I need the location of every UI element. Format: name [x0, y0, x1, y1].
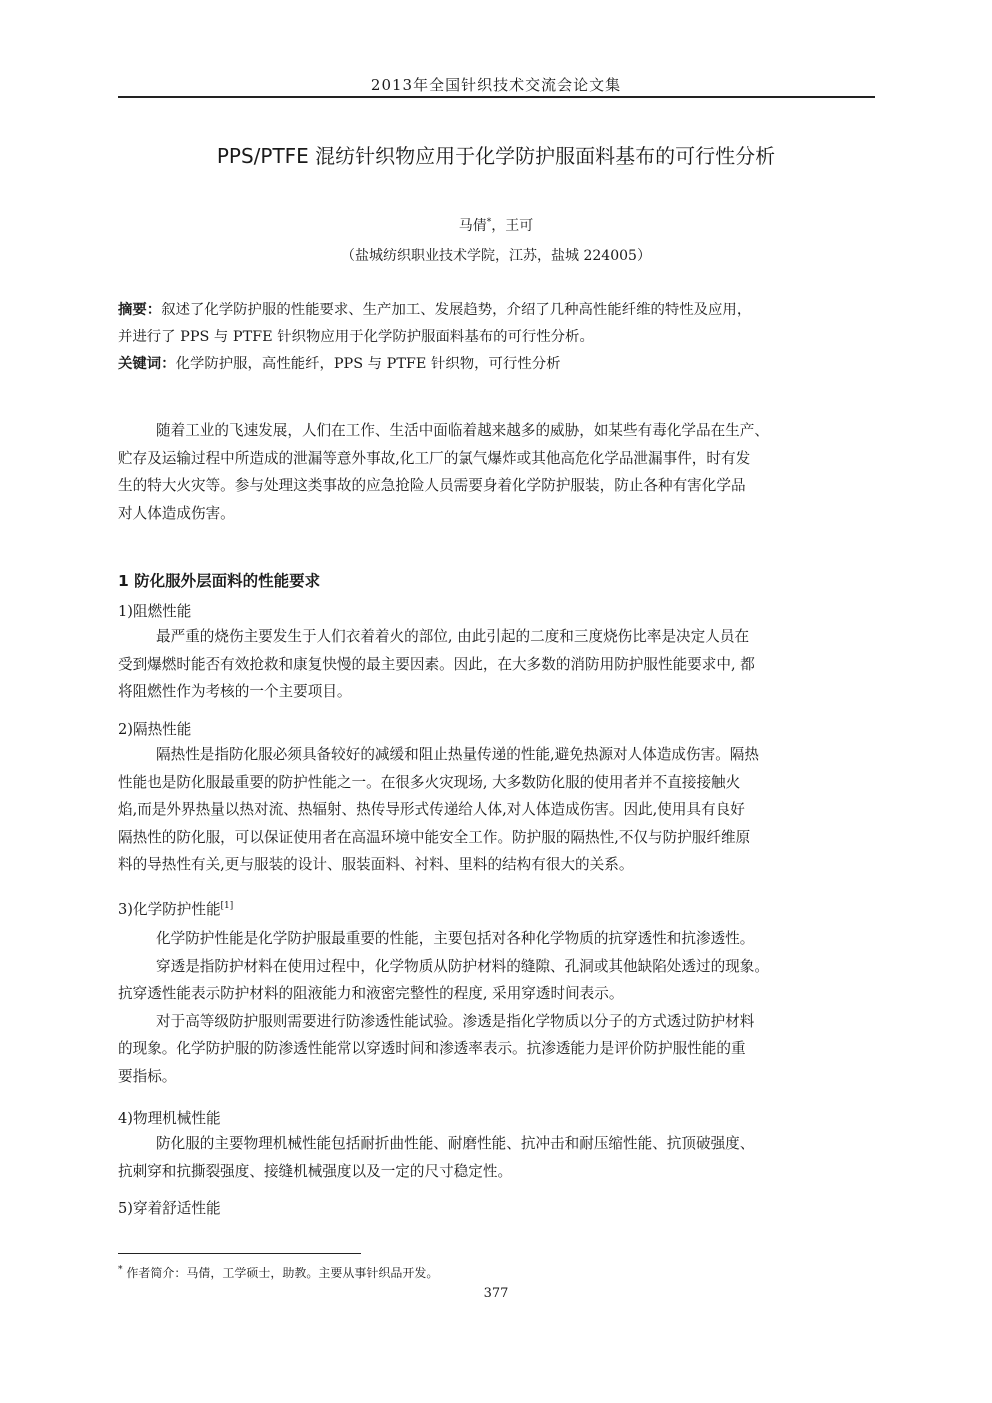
keywords-text: 化学防护服，高性能纤，PPS 与 PTFE 针织物，可行性分析	[175, 356, 561, 372]
text-line: 隔热性的防化服，可以保证使用者在高温环境中能安全工作。防护服的隔热性,不仅与防护服纤维原	[118, 828, 751, 846]
header-rule	[118, 96, 875, 98]
footnote-text: 作者简介：马倩，工学硕士，助教。主要从事针织品开发。	[126, 1266, 439, 1280]
footnote-rule	[118, 1253, 361, 1254]
subsection-4-paragraph	[118, 1130, 876, 1185]
paper-title: PPS/PTFE 混纺针织物应用于化学防护服面料基布的可行性分析	[216, 144, 776, 168]
author-1: 马倩	[458, 218, 487, 234]
running-header: 2013年全国针织技术交流会论文集	[370, 76, 622, 94]
text-line: 将阻燃性作为考核的一个主要项目。	[118, 683, 352, 700]
intro-paragraph	[118, 417, 876, 527]
intro-line: 贮存及运输过程中所造成的泄漏等意外事故,化工厂的氯气爆炸或其他高危化学品泄漏事件，时有发	[118, 449, 751, 467]
keywords-label: 关键词：	[118, 356, 176, 372]
text-line: 防化服的主要物理机械性能包括耐折曲性能、耐磨性能、抗冲击和耐压缩性能、抗顶破强度、	[156, 1135, 755, 1152]
text-line: 对于高等级防护服则需要进行防渗透性能试验。渗透是指化学物质以分子的方式透过防护材料	[156, 1012, 755, 1030]
subsection-1-title: 1)阻燃性能	[118, 603, 192, 620]
subsection-2-title: 2)隔热性能	[118, 721, 192, 738]
abstract	[118, 297, 876, 378]
author-2: 王可	[505, 218, 534, 234]
abstract-line-2: 并进行了 PPS 与 PTFE 针织物应用于化学防护服面料基布的可行性分析。	[118, 329, 594, 345]
text-line: 料的导热性有关,更与服装的设计、服装面料、衬料、里料的结构有很大的关系。	[118, 856, 634, 873]
text-line: 最严重的烧伤主要发生于人们衣着着火的部位, 由此引起的二度和三度烧伤比率是决定人员在	[156, 628, 750, 645]
text-line: 受到爆燃时能否有效抢救和康复快慢的最主要因素。因此，在大多数的消防用防护服性能要求中, 都	[118, 655, 755, 673]
citation-ref: [1]	[220, 901, 234, 912]
subsection-3-title-text: 3)化学防护性能	[118, 901, 221, 918]
text-line: 抗穿透性能表示防护材料的阻液能力和液密完整性的程度, 采用穿透时间表示。	[118, 985, 624, 1002]
affiliation: （盐城纺织职业技术学院，江苏，盐城 224005）	[341, 248, 651, 264]
authors	[118, 215, 874, 235]
author-separator: ，	[491, 218, 506, 234]
footnote-mark: *	[118, 1265, 123, 1275]
text-line: 要指标。	[118, 1067, 177, 1085]
text-line: 穿透是指防护材料在使用过程中，化学物质从防护材料的缝隙、孔洞或其他缺陷处透过的现象。	[156, 957, 769, 975]
subsection-2-paragraph	[118, 741, 876, 879]
subsection-3-paragraphs	[118, 925, 876, 1090]
author-1-mark: *	[486, 217, 492, 228]
subsection-4-title: 4)物理机械性能	[118, 1110, 221, 1127]
text-line: 化学防护性能是化学防护服最重要的性能，主要包括对各种化学物质的抗穿透性和抗渗透性。	[156, 930, 755, 947]
footnote	[118, 1264, 438, 1281]
subsection-5-title: 5)穿着舒适性能	[118, 1200, 221, 1217]
intro-line: 对人体造成伤害。	[118, 504, 235, 522]
intro-line: 随着工业的飞速发展，人们在工作、生活中面临着越来越多的威胁，如某些有毒化学品在生产、	[156, 422, 769, 439]
intro-line: 生的特大火灾等。参与处理这类事故的应急抢险人员需要身着化学防护服装，防止各种有害化学品	[118, 477, 746, 494]
abstract-line-1: 叙述了化学防护服的性能要求、生产加工、发展趋势，介绍了几种高性能纤维的特性及应用，	[161, 302, 752, 318]
section-1-heading: 1 防化服外层面料的性能要求	[118, 572, 321, 590]
text-line: 焰,而是外界热量以热对流、热辐射、热传导形式传递给人体,对人体造成伤害。因此,使用具有良好	[118, 801, 745, 818]
subsection-1-paragraph	[118, 623, 876, 706]
subsection-3-title	[118, 898, 233, 919]
text-line: 抗刺穿和抗撕裂强度、接缝机械强度以及一定的尺寸稳定性。	[118, 1162, 513, 1180]
abstract-label: 摘要：	[118, 302, 162, 318]
text-line: 的现象。化学防护服的防渗透性能常以穿透时间和渗透率表示。抗渗透能力是评价防护服性能的重	[118, 1040, 746, 1057]
text-line: 性能也是防化服最重要的防护性能之一。在很多火灾现场, 大多数防化服的使用者并不直接接触火	[118, 773, 741, 791]
page-number: 377	[483, 1286, 509, 1301]
text-line: 隔热性是指防化服必须具备较好的减缓和阻止热量传递的性能,避免热源对人体造成伤害。隔热	[156, 746, 759, 763]
